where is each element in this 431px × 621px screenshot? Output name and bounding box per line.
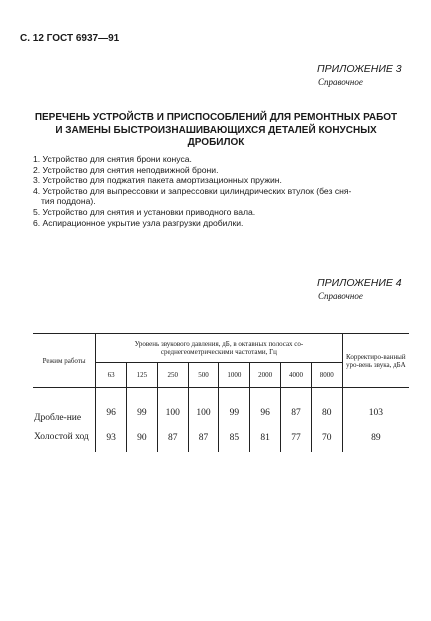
section-title-line-2: И ЗАМЕНЫ БЫСТРОИЗНАШИВАЮЩИХСЯ ДЕТАЛЕЙ КОНУСНЫХ [55, 124, 377, 136]
freq-4000: 4000 [281, 363, 312, 388]
cell-value: 90 [126, 424, 157, 452]
cell-corrected: 89 [342, 424, 409, 452]
freq-2000: 2000 [250, 363, 281, 388]
section-title-line-3: ДРОБИЛОК [187, 137, 245, 148]
cell-value: 81 [250, 424, 281, 452]
page-reference: С. 12 ГОСТ 6937—91 [20, 33, 120, 44]
appendix-3-title: ПРИЛОЖЕНИЕ 3 [317, 63, 402, 75]
appendix-3-subtitle: Справочное [318, 77, 363, 87]
list-item: 4. Устройство для выпрессовки и запрессовки цилиндрических втулок (без сня- [33, 185, 352, 196]
mode-header: Режим работы [33, 334, 96, 388]
table-row [33, 402, 409, 424]
cell-value: 87 [281, 402, 312, 424]
appendix-4-subtitle: Справочное [318, 291, 363, 301]
list-item: 6. Аспирационное укрытие узла разгрузки дробилки. [33, 217, 244, 228]
freq-125: 125 [126, 363, 157, 388]
cell-value: 99 [126, 402, 157, 424]
devices-list [33, 154, 395, 228]
list-item: 5. Устройство для снятия и установки приводного вала. [33, 206, 256, 217]
cell-corrected: 103 [342, 402, 409, 424]
cell-value: 80 [311, 402, 342, 424]
list-item: 3. Устройство для поджатия пакета амортизационных пружин. [33, 175, 282, 186]
list-item: 2. Устройство для снятия неподвижной брони. [33, 164, 219, 175]
list-item: 1. Устройство для снятия брони конуса. [33, 154, 192, 164]
freq-8000: 8000 [311, 363, 342, 388]
freq-63: 63 [96, 363, 127, 388]
cell-value: 99 [219, 402, 250, 424]
cell-value: 87 [157, 424, 188, 452]
cell-value: 70 [311, 424, 342, 452]
row-mode: Холостой ход [34, 432, 89, 442]
cell-value: 96 [96, 402, 127, 424]
corrected-level-header: Корректиро-ванный уро-вень звука, дБА [342, 334, 409, 388]
section-title [34, 112, 398, 150]
row-mode: Дробле-ние [34, 412, 82, 423]
sound-level-table [33, 333, 409, 452]
cell-value: 77 [281, 424, 312, 452]
freq-1000: 1000 [219, 363, 250, 388]
section-title-line-1: ПЕРЕЧЕНЬ УСТРОЙСТВ И ПРИСПОСОБЛЕНИЙ ДЛЯ РЕМОНТНЫХ РАБОТ [34, 112, 398, 123]
cell-value: 85 [219, 424, 250, 452]
list-item-continuation: тия поддона). [41, 196, 96, 207]
cell-value: 93 [96, 424, 127, 452]
cell-value: 96 [250, 402, 281, 424]
cell-value: 87 [188, 424, 219, 452]
cell-value: 100 [188, 402, 219, 424]
sound-pressure-header: Уровень звукового давления, дБ, в октавных полосах со-среднегеометрическими частотами, Гц [96, 334, 343, 363]
freq-500: 500 [188, 363, 219, 388]
freq-250: 250 [157, 363, 188, 388]
cell-value: 100 [157, 402, 188, 424]
table-row [33, 424, 409, 452]
appendix-4-title: ПРИЛОЖЕНИЕ 4 [317, 277, 402, 289]
